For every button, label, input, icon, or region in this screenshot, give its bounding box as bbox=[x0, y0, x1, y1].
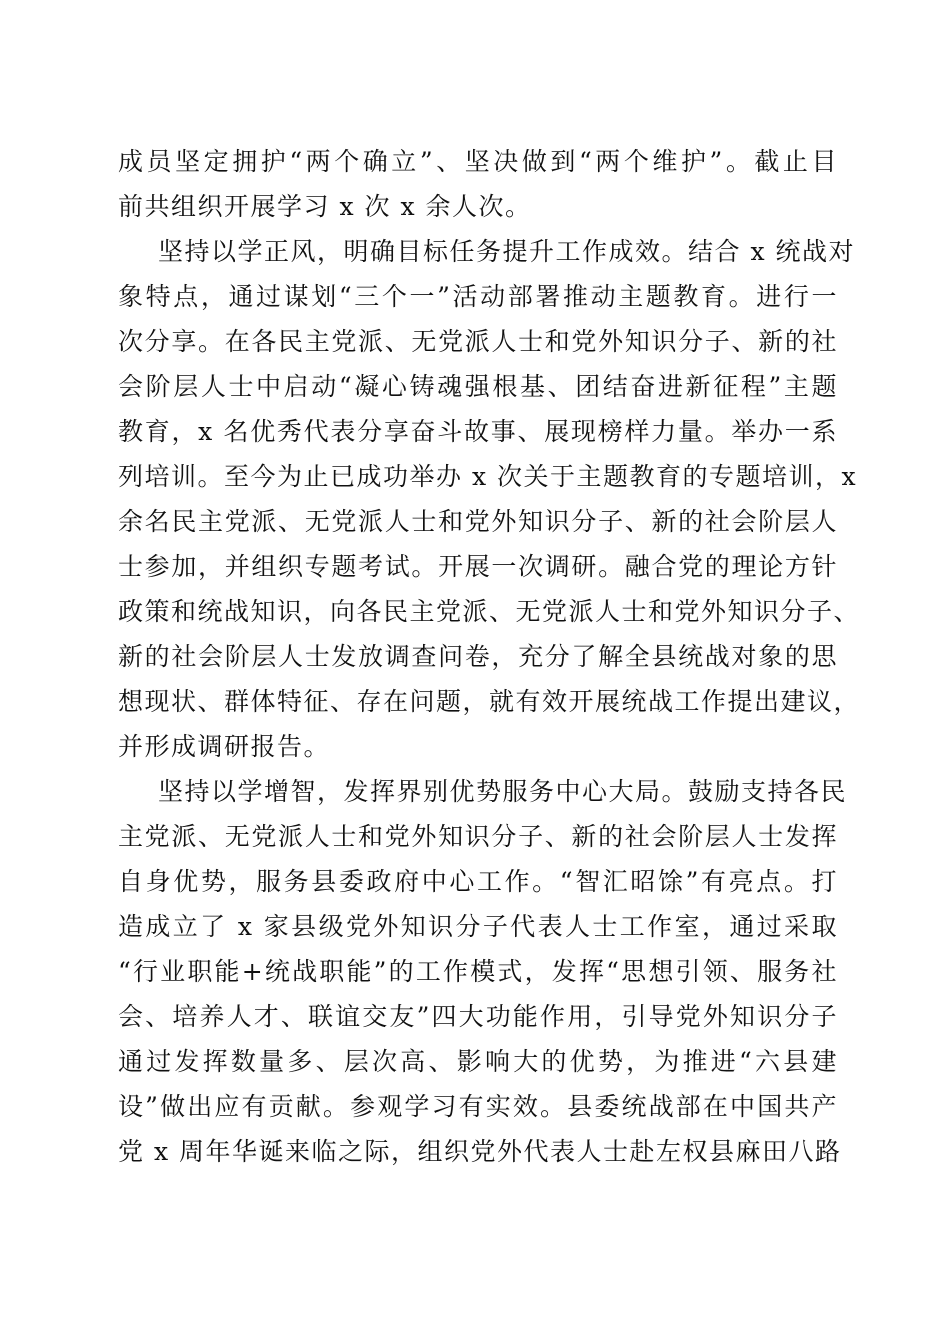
document-body bbox=[118, 139, 861, 1174]
paragraph-3 bbox=[118, 769, 848, 1174]
text-line: 造成立了 x 家县级党外知识分子代表人士工作室，通过采取 bbox=[118, 912, 838, 941]
text-line: 会、培养人才、联谊交友”四大功能作用，引导党外知识分子 bbox=[118, 1002, 838, 1031]
text-line: 想现状、群体特征、存在问题，就有效开展统战工作提出建议， bbox=[118, 687, 861, 716]
text-line: 并形成调研报告。 bbox=[118, 732, 331, 761]
text-line: 设”做出应有贡献。参观学习有实效。县委统战部在中国共产 bbox=[118, 1092, 838, 1121]
text-line: 党 x 周年华诞来临之际，组织党外代表人士赴左权县麻田八路 bbox=[118, 1137, 842, 1166]
text-line: 自身优势，服务县委政府中心工作。“智汇昭馀”有亮点。打 bbox=[118, 867, 838, 896]
text-line: 新的社会阶层人士发放调查问卷，充分了解全县统战对象的思 bbox=[118, 642, 838, 671]
text-line: “行业职能+统战职能”的工作模式，发挥“思想引领、服务社 bbox=[118, 957, 838, 986]
text-line: 成员坚定拥护“两个确立”、坚决做到“两个维护”。截止目 bbox=[118, 147, 838, 176]
text-line: 士参加，并组织专题考试。开展一次调研。融合党的理论方针 bbox=[118, 552, 838, 581]
text-line: 余名民主党派、无党派人士和党外知识分子、新的社会阶层人 bbox=[118, 507, 838, 536]
text-line: 教育，x 名优秀代表分享奋斗故事、展现榜样力量。举办一系 bbox=[118, 417, 838, 446]
text-line: 会阶层人士中启动“凝心铸魂强根基、团结奋进新征程”主题 bbox=[118, 372, 838, 401]
text-line: 主党派、无党派人士和党外知识分子、新的社会阶层人士发挥 bbox=[118, 822, 838, 851]
text-line: 政策和统战知识，向各民主党派、无党派人士和党外知识分子、 bbox=[118, 597, 861, 626]
paragraph-1 bbox=[118, 139, 838, 229]
text-line: 通过发挥数量多、层次高、影响大的优势，为推进“六县建 bbox=[118, 1047, 838, 1076]
text-line: 象特点，通过谋划“三个一”活动部署推动主题教育。进行一 bbox=[118, 282, 838, 311]
text-line: 前共组织开展学习 x 次 x 余人次。 bbox=[118, 192, 532, 221]
text-line: 坚持以学正风，明确目标任务提升工作成效。结合 x 统战对 bbox=[158, 237, 855, 266]
text-line: 坚持以学增智，发挥界别优势服务中心大局。鼓励支持各民 bbox=[158, 777, 848, 806]
paragraph-2 bbox=[118, 229, 861, 769]
text-line: 列培训。至今为止已成功举办 x 次关于主题教育的专题培训，x bbox=[118, 462, 858, 491]
text-line: 次分享。在各民主党派、无党派人士和党外知识分子、新的社 bbox=[118, 327, 838, 356]
